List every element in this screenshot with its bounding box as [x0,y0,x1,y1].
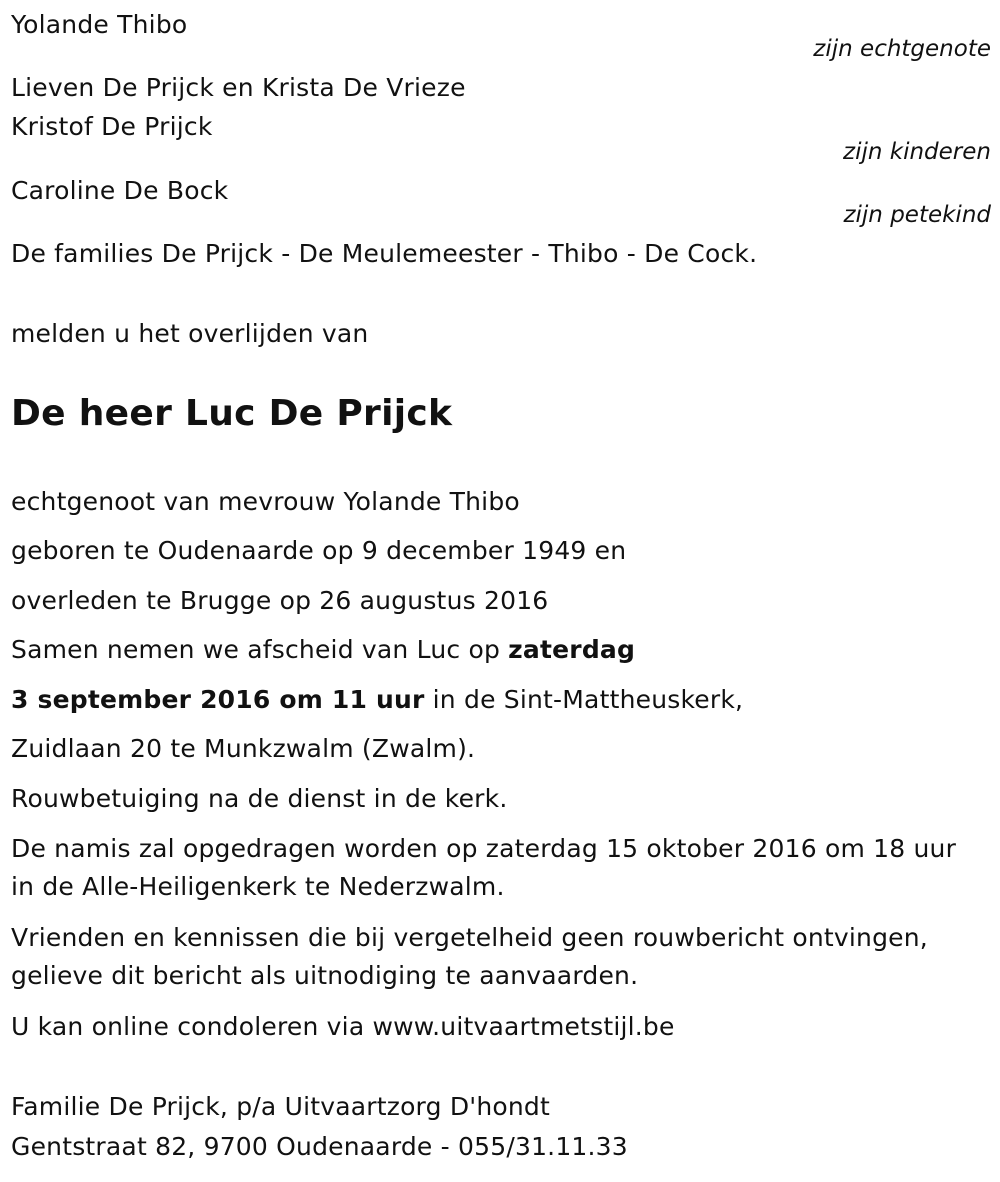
godchild-role: zijn petekind [843,202,991,228]
born-line: geboren te Oudenaarde op 9 december 1949 en [11,536,627,565]
farewell-prefix: Samen nemen we afscheid van Luc op [11,635,509,664]
children-role: zijn kinderen [843,139,991,165]
contact-line-2: Gentstraat 82, 9700 Oudenaarde - 055/31.11.33 [11,1132,628,1161]
spouse-role: zijn echtgenote [813,36,991,62]
condolence-line: Rouwbetuiging na de dienst in de kerk. [11,784,508,813]
deceased-title: De heer Luc De Prijck [11,393,453,434]
address-line: Zuidlaan 20 te Munkzwalm (Zwalm). [11,734,476,763]
spouse-line: echtgenoot van mevrouw Yolande Thibo [11,487,520,516]
farewell-datetime: 3 september 2016 om 11 uur [11,685,425,714]
online-condolence-line: U kan online condoleren via www.uitvaartmetstijl.be [11,1012,675,1041]
farewell-line [11,634,635,666]
invite-line-2: gelieve dit bericht als uitnodiging te aanvaarden. [11,961,639,990]
child-name-2: Kristof De Prijck [11,112,213,141]
mass-line-1: De namis zal opgedragen worden op zaterdag 15 oktober 2016 om 18 uur [11,834,957,863]
invite-line-1: Vrienden en kennissen die bij vergetelheid geen rouwbericht ontvingen, [11,923,928,952]
child-name-1: Lieven De Prijck en Krista De Vrieze [11,73,466,102]
mass-line-2: in de Alle-Heiligenkerk te Nederzwalm. [11,872,505,901]
farewell-day: zaterdag [508,635,636,664]
families-line: De families De Prijck - De Meulemeester - Thibo - De Cock. [11,239,758,268]
announcement: melden u het overlijden van [11,319,369,348]
farewell-place: in de Sint-Mattheuskerk, [424,685,744,714]
contact-line-1: Familie De Prijck, p/a Uitvaartzorg D'hondt [11,1092,550,1121]
died-line: overleden te Brugge op 26 augustus 2016 [11,586,549,615]
spouse-name: Yolande Thibo [11,10,188,39]
godchild-name: Caroline De Bock [11,176,229,205]
farewell-datetime-line [11,684,743,716]
